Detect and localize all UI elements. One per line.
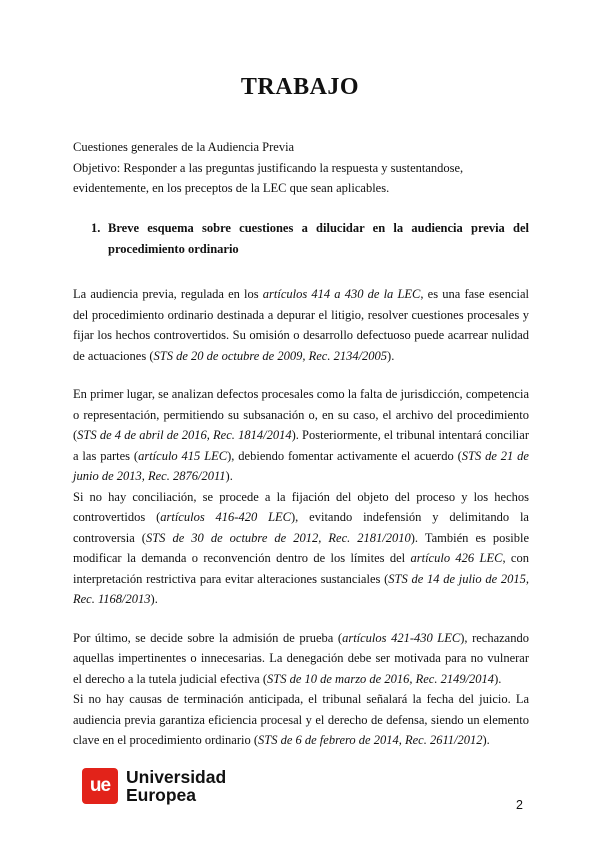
citation-text: STS de 20 de octubre de 2009, Rec. 2134/2005 <box>153 348 388 363</box>
paragraph-2 <box>73 384 529 487</box>
paragraph-text: ), debiendo fomentar activamente el acuerdo ( <box>227 448 462 463</box>
paragraph-text: ), evitando indefensión y delimitando la controversia ( <box>73 510 529 545</box>
logo-line-1: Universidad <box>126 767 227 787</box>
paragraph-text: En primer lugar, se analizan defectos procesales como la falta de jurisdicción, competencia o representación, permitiendo su subsanación o, en su caso, el archivo del procedimiento ( <box>73 387 529 442</box>
body-text <box>73 284 529 751</box>
page-number: 2 <box>516 798 523 812</box>
citation-text: artículo 415 LEC <box>138 448 228 463</box>
paragraph-5 <box>73 689 529 751</box>
citation-text: STS de 6 de febrero de 2014, Rec. 2611/2012 <box>258 733 483 747</box>
citation-text: artículos 421-430 LEC <box>342 630 461 645</box>
section-heading-text: Breve esquema sobre cuestiones a dilucidar en la audiencia previa del procedimiento ordinario <box>108 221 529 256</box>
citation-text: STS de 10 de marzo de 2016, Rec. 2149/2014 <box>267 671 495 686</box>
paragraph-3 <box>73 487 529 610</box>
paragraph-1 <box>73 284 529 366</box>
paragraph-text: ). <box>494 671 502 686</box>
citation-text: artículos 416-420 LEC <box>160 510 292 524</box>
citation-text: STS de 21 de junio de 2013, Rec. 2876/2011 <box>73 448 529 483</box>
logo-wordmark <box>126 768 226 804</box>
page-title: TRABAJO <box>240 74 360 100</box>
citation-text: STS de 4 de abril de 2016, Rec. 1814/2014 <box>77 428 292 442</box>
university-logo <box>82 768 226 804</box>
paragraph-text: Por último, se decide sobre la admisión de prueba ( <box>73 630 343 645</box>
paragraph-text: ). <box>387 348 395 363</box>
citation-text: artículo 426 LEC <box>410 551 503 565</box>
section-heading <box>91 218 529 260</box>
paragraph-4 <box>73 628 529 690</box>
paragraph-text: La audiencia previa, regulada en los <box>73 287 263 301</box>
logo-line-2: Europea <box>126 785 197 805</box>
section-number: 1. <box>91 221 101 235</box>
intro-block <box>73 137 529 199</box>
paragraph-text: ). También es posible modificar la demanda o reconvención dentro de los límites del <box>73 530 529 565</box>
paragraph-text: ). Posteriormente, el tribunal intentará conciliar a las partes ( <box>73 428 529 463</box>
citation-text: artículos 414 a 430 de la LEC <box>262 287 421 301</box>
citation-text: STS de 30 de octubre de 2012, Rec. 2181/2010 <box>145 530 411 545</box>
paragraph-text: ), rechazando aquellas impertinentes o innecesarias. La denegación debe ser motivada para no vulnerar el derecho a la tutela judicial efectiva ( <box>73 630 529 686</box>
paragraph-text: , con interpretación restrictiva para evitar alteraciones sustanciales ( <box>73 551 529 586</box>
citation-text: STS de 14 de julio de 2015, Rec. 1168/2013 <box>73 571 530 606</box>
intro-line: Cuestiones generales de la Audiencia Previa <box>73 140 295 154</box>
paragraph-text: ). <box>150 592 158 606</box>
paragraph-text: ). <box>225 469 233 483</box>
paragraph-text: , es una fase esencial del procedimiento ordinario destinada a depurar el litigio, resolver cuestiones procesales y fijar los hechos controvertidos. Su omisión o desarrollo defectuoso puede acarrear nulidad de actuaciones ( <box>73 287 529 363</box>
objective-line: Objetivo: Responder a las preguntas justificando la respuesta y sustentandose, evidentemente, en los preceptos de la LEC que sean aplicables. <box>73 160 464 195</box>
paragraph-text: ). <box>482 733 490 747</box>
paragraph-text: Si no hay causas de terminación anticipada, el tribunal señalará la fecha del juicio. La audiencia previa garantiza eficiencia procesal y el derecho de defensa, siendo un elemento clave en el procedimiento ordinario ( <box>73 692 529 747</box>
paragraph-text: Si no hay conciliación, se procede a la fijación del objeto del proceso y los hechos controvertidos ( <box>73 489 529 524</box>
logo-mark-icon: ue <box>82 768 118 804</box>
